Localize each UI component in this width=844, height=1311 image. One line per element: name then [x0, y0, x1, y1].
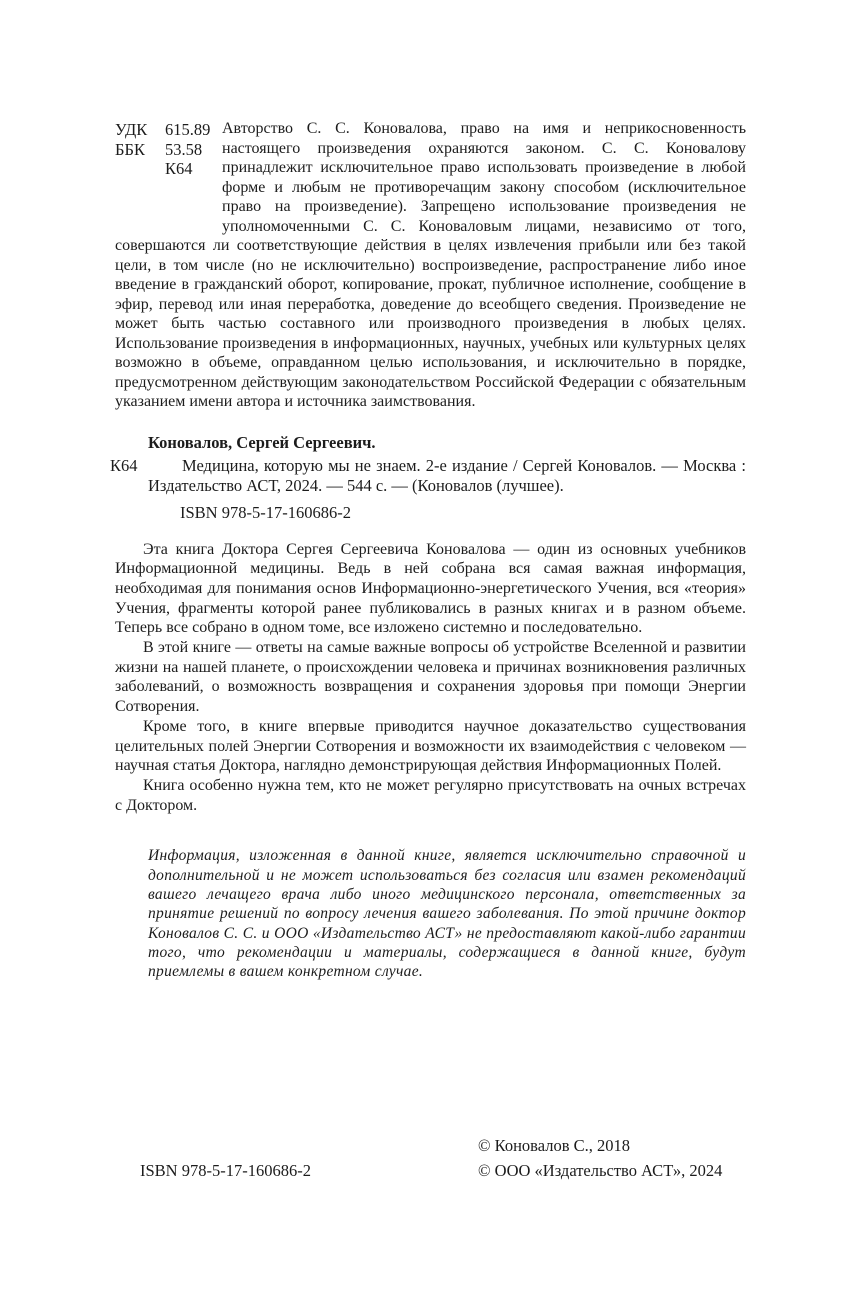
- footer-row-2: [115, 1158, 746, 1183]
- udk-label: УДК: [115, 120, 148, 139]
- bbk-value: 53.58: [165, 139, 203, 159]
- author-sign: К64: [165, 159, 193, 179]
- copyright-author: © Коновалов С., 2018: [478, 1136, 630, 1155]
- author-sign-row: [115, 159, 222, 179]
- footer-spacer: [115, 1133, 478, 1158]
- page-footer: [115, 1133, 746, 1183]
- classification-codes: [115, 119, 222, 217]
- copyright-publisher: © ООО «Издательство АСТ», 2024: [478, 1161, 723, 1180]
- author-heading: Коновалов, Сергей Сергеевич.: [148, 432, 376, 452]
- annotation-paragraph-2: В этой книге — ответы на самые важные вопросы об устройстве Вселенной и развитии жизни на нашей планете, о происхождении человека и причинах возникновения различных заболеваний, о возможность возвращения и сохранения здоровья при помощи Энергии Сотворения.: [115, 639, 746, 716]
- annotation-block: [115, 540, 746, 816]
- bib-description: Медицина, которую мы не знаем. 2-е издание / Сергей Коновалов. — Москва : Издательство АСТ, 2024. — 544 с. — (Коновалов (лучшее).: [148, 455, 746, 495]
- udk-row: [115, 120, 222, 140]
- bbk-row: [115, 140, 222, 160]
- udk-value: 615.89: [165, 120, 211, 139]
- bib-author-sign: К64: [110, 455, 138, 475]
- copyright-notice: Авторство С. С. Коновалова, право на имя и неприкосновенность настоящего произведения охраняются законом. С. С. Коновалову принадлежит исключительное право использовать произведение в любой форме и любым не противоречащим закону способом (исключительное право на произведение). Запрещено использование произведения не уполномоченными С. С. Коноваловым лицами, независимо от того, совершаются ли соответствующие действия в целях извлечения прибыли или без такой цели, в том числе (но не исключительно) воспроизведение, распространение либо иное введение в гражданский оборот, копирование, прокат, публичное исполнение, сообщение в эфир, перевод или иная переработка, доведение до всеобщего сведения. Произведение не может быть частью составного или производного произведения в любых целях. Использование произведения в информационных, научных, учебных или культурных целях возможно в объеме, оправданном целью использования, и исключительно в порядке, предусмотренном действующим законодательством Российской Федерации с обязательным указанием имени автора и источника заимствования.: [115, 120, 746, 410]
- bbk-label: ББК: [115, 139, 145, 159]
- annotation-paragraph-1: Эта книга Доктора Сергея Сергеевича Коновалова — один из основных учебников Информационной медицины. Ведь в ней собрана вся самая важная информация, необходимая для понимания основ Информационно-энергетического Учения, вся «теория» Учения, фрагменты которой ранее публиковались в разных книгах и в разном объеме. Теперь все собрано в одном томе, все изложено системно и последовательно.: [115, 540, 746, 637]
- annotation-paragraph-4: Книга особенно нужна тем, кто не может регулярно присутствовать на очных встречах с Доктором.: [115, 776, 746, 814]
- page-content: [110, 119, 746, 981]
- medical-disclaimer: Информация, изложенная в данной книге, является исключительно справочной и дополнительной и не может использоваться без согласия или взамен рекомендаций вашего лечащего врача либо иного медицинского персонала, ответственных за принятие решений по вопросу лечения вашего заболевания. По этой причине доктор Коновалов С. С. и ООО «Издательство АСТ» не предоставляют какой-либо гарантии того, что рекомендации и материалы, содержащиеся в данной книге, будут приемлемы в вашем конкретном случае.: [148, 847, 746, 981]
- bibliographic-entry: [110, 455, 746, 497]
- footer-row-1: [115, 1133, 746, 1158]
- annotation-paragraph-3: Кроме того, в книге впервые приводится научное доказательство существования целительных полей Энергии Сотворения и возможности их взаимодействия с человеком — научная статья Доктора, наглядно демонстрирующая действия Информационных Полей.: [115, 717, 746, 775]
- isbn-line: ISBN 978-5-17-160686-2: [180, 502, 351, 522]
- imprint-block: [115, 119, 746, 412]
- footer-isbn: ISBN 978-5-17-160686-2: [140, 1161, 311, 1180]
